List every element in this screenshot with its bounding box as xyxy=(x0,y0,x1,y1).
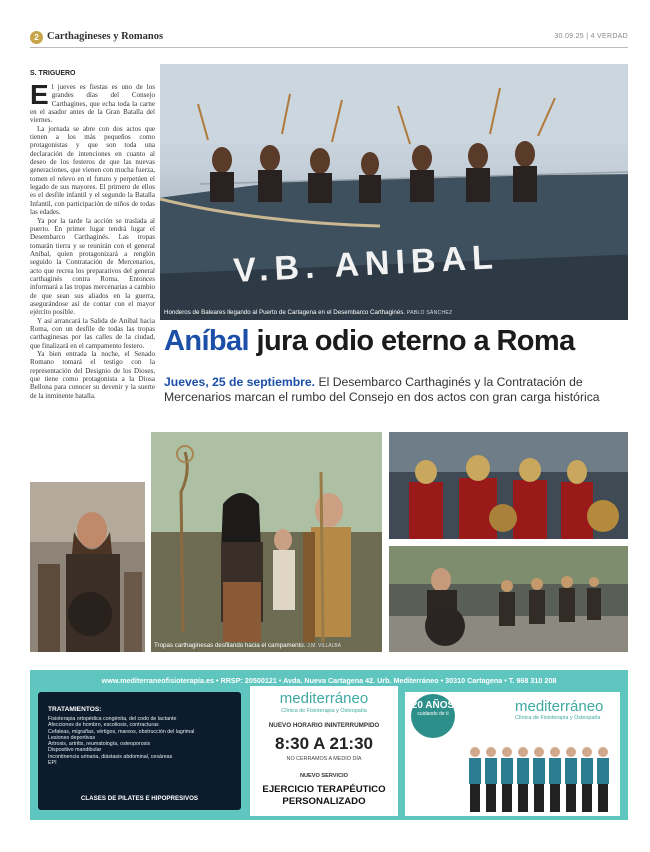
subhead-date: Jueves, 25 de septiembre. xyxy=(164,375,316,389)
treatment-item: Fisioterapia ortopédica congénita, del codo de lactante xyxy=(48,716,177,722)
tropas-caption: Tropas carthaginesas desfilando hacia el campamento. J.M. VILLALBA xyxy=(154,642,342,649)
article-body xyxy=(30,83,155,478)
subheadline xyxy=(164,375,628,405)
team-photo xyxy=(465,742,615,814)
treatment-item: Afecciones de hombro, escoliosis, contracturas xyxy=(48,722,159,729)
treatment-item: Artrosis, artritis, reumatología, osteoporosis xyxy=(48,741,151,748)
body-paragraph: Y así arrancará la Salida de Aníbal hacia Roma, con un desfile de todas las tropas carthaginesas por las calles de la ciudad, que finalizará en el campamento festero. xyxy=(30,316,155,350)
photo-piper xyxy=(30,482,145,652)
clinic-tagline-secondary: Clínica de Fisioterapia y Osteopatía xyxy=(515,715,601,721)
anniversary-badge: 20 AÑOS cuidando de ti xyxy=(411,694,455,738)
body-paragraph: Ya bien entrada la noche, el Senado Romano tomará el testigo con la representación del Designio de los Dioses, que tiene como protagonista a la Diosa Bellona para conocer su devenir y la suerte de la inminente batalla. xyxy=(30,350,155,400)
new-hours-label: NUEVO HORARIO ININTERRUMPIDO xyxy=(268,722,380,729)
classes-line: CLASES DE PILATES E HIPOPRESIVOS xyxy=(80,795,199,802)
header-rule xyxy=(30,47,628,48)
clinic-logo-secondary: mediterráneo xyxy=(515,698,604,715)
hero-illustration xyxy=(160,64,628,320)
hero-caption: Honderos de Baleares llegando al Puerto de Cartagena en el Desembarco Carthaginés. PABLO SÁNCHEZ xyxy=(164,309,453,316)
headline-rest: jura odio eterno a Roma xyxy=(256,325,575,357)
hero-photo xyxy=(160,64,628,320)
ad-contact-line: www.mediterraneofisioterapia.es • RRSP: 20500121 • Avda. Nueva Cartagena 42. Urb. Mediterráneo • 30310 Cartagena • T. 968 310 208 xyxy=(101,676,557,685)
ad-treatments-panel xyxy=(38,692,241,810)
ship-name-text: V.B. ANIBAL xyxy=(232,238,500,290)
headline xyxy=(164,324,575,358)
clinic-tagline: Clínica de Fisioterapia y Osteopatía xyxy=(281,708,367,714)
treatment-item: Dispositivo mandibular xyxy=(48,747,102,754)
body-paragraph: Ya por la tarde la acción se traslada al puerto. En primer lugar tendrá lugar el Desembarco Carthaginés. Las tropas tomarán tierra y se reunirán con el general Aníbal, quien protagonizará a renglón seguido la Contratación de Mercenarios, acto que recrea los preparativos del general carthaginés contra Roma. Entonces informará a las tropas mercenarias a cambio de que sean sus aliados en la guerra, asegurándose así de contar con el mayor ejército posible. xyxy=(30,216,155,317)
treatments-title: TRATAMIENTOS: xyxy=(48,706,102,713)
headline-accent: Aníbal xyxy=(164,325,250,357)
photo-parade xyxy=(389,546,628,652)
body-paragraph: El jueves es fiestas es uno de los grandes días del Consejo Carthagines, que echa toda la carne en el asador antes de la Gran Batalla del viernes. xyxy=(30,83,155,125)
service-name: EJERCICIO TERAPÉUTICO PERSONALIZADO xyxy=(262,784,386,807)
byline: S. TRIGUERO xyxy=(30,70,76,77)
clinic-logo: mediterráneo xyxy=(279,690,369,707)
page-header xyxy=(30,30,628,46)
photo-soldiers xyxy=(389,432,628,539)
treatments-list xyxy=(48,716,194,766)
photo-tropas xyxy=(151,432,382,652)
page-number: 2 xyxy=(30,31,43,44)
subhead-text: El Desembarco Carthaginés y la Contratación de Mercenarios marcan el rumbo del Consejo en dos actos con gran carga histórica xyxy=(164,375,600,404)
new-service-label: NUEVO SERVICIO xyxy=(299,773,349,779)
drop-cap: E xyxy=(30,83,49,110)
treatment-item: EPI xyxy=(48,760,57,767)
body-paragraph: La jornada se abre con dos actos que tienen a los más pequeños como protagonistas y que son toda una declaración de intenciones en cuanto al deseo de los festeros de que las nuevas generaciones, que vienen con mucha fuerza, tomen el relevo en el futuro y perpetúen el legado de sus mayores. El primero de ellos es el desfile infantil y el segundo la Batalla Infantil, con participación de niños de todas las edades. xyxy=(30,124,155,217)
tropas-credit: J.M. VILLALBA xyxy=(307,643,342,649)
hero-credit: PABLO SÁNCHEZ xyxy=(406,310,453,316)
treatment-item: Lesiones deportivas xyxy=(48,734,96,741)
ad-team-panel xyxy=(405,692,620,816)
treatment-item: Cefaleas, migrañas, vértigos, mareos, obstrucción del lagrimal xyxy=(48,728,195,735)
ad-hours-panel xyxy=(250,686,398,816)
closed-note: NO CERRAMOS A MEDIO DÍA xyxy=(286,756,362,762)
opening-hours: 8:30 A 21:30 xyxy=(275,734,373,753)
issue-date: 30.09.25 | 4 VERDAD xyxy=(554,33,628,40)
section-name: Carthagineses y Romanos xyxy=(47,31,164,42)
clinic-advertisement xyxy=(30,670,628,820)
treatment-item: Incontinencia urinaria, diástasis abdominal, cesáreas xyxy=(48,753,173,760)
